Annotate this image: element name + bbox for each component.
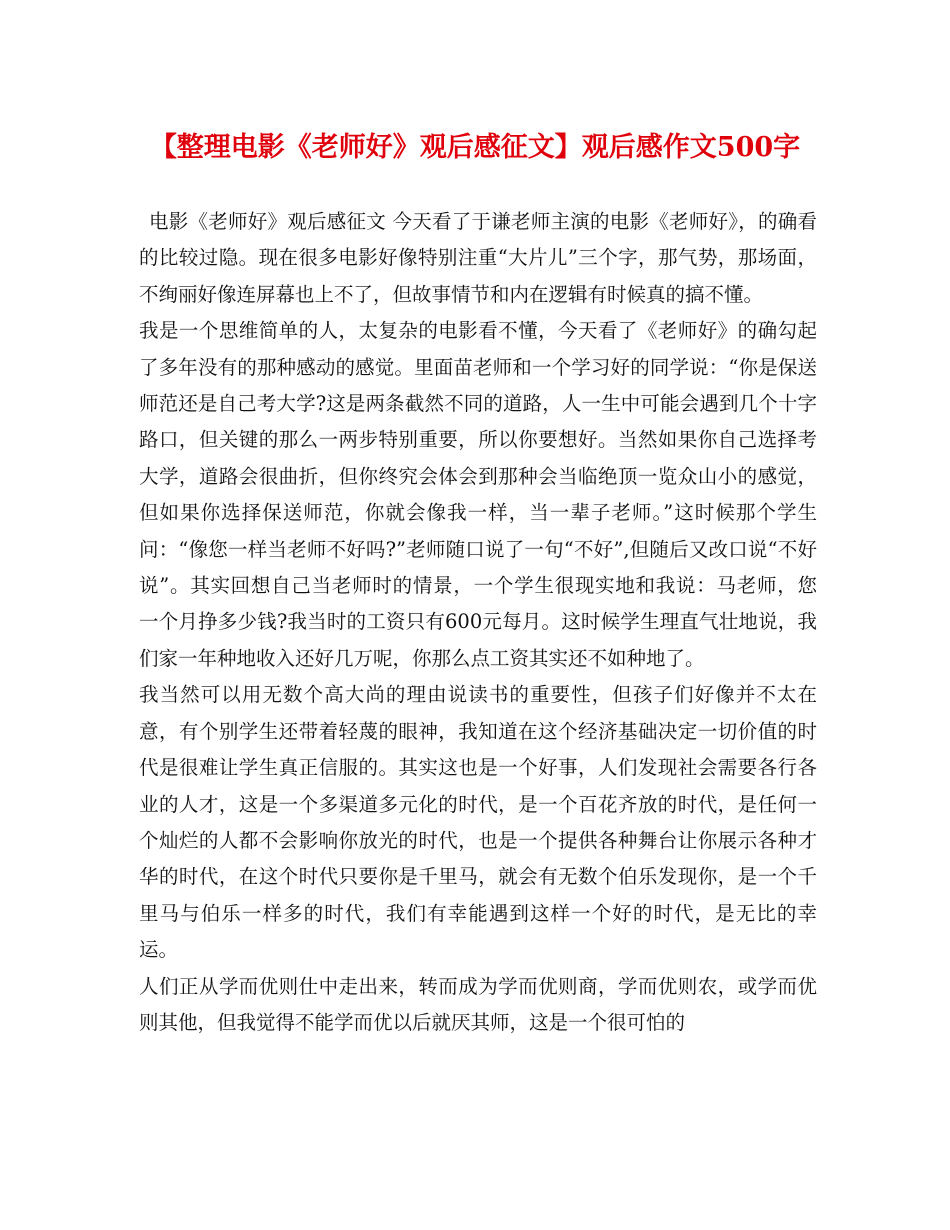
document-title: 【整理电影《老师好》观后感征文】观后感作文500字 — [149, 132, 801, 163]
paragraph-2: 我是一个思维简单的人，太复杂的电影看不懂，今天看了《老师好》的确勾起了多年没有的那种感动的感觉。里面苗老师和一个学习好的同学说：“你是保送师范还是自己考大学?这是两条截然不同的道路，人一生中可能会遇到几个十字路口，但关键的那么一两步特别重要，所以你要想好。当然如果你自己选择考大学，道路会很曲折，但你终究会体会到那种会当临绝顶一览众山小的感觉，但如果你选择保送师范，你就会像我一样，当一辈子老师。”这时候那个学生问：“像您一样当老师不好吗?”老师随口说了一句“不好”,但随后又改口说“不好说”。其实回想自己当老师时的情景，一个学生很现实地和我说：马老师，您 一个月挣多少钱?我当时的工资只有600元每月。这时候学生理直气壮地说，我们家一年种地收入还好几万呢，你那么点工资其实还不如种地了。 — [139, 319, 817, 670]
paragraph-3: 我当然可以用无数个高大尚的理由说读书的重要性，但孩子们好像并不太在意，有个别学生还带着轻蔑的眼神，我知道在这个经济基础决定一切价值的时代是很难让学生真正信服的。其实这也是一个好事，人们发现社会需要各行各业的人才，这是一个多渠道多元化的时代，是一个百花齐放的时代，是任何一个灿烂的人都不会影响你放光的时代，也是一个提供各种舞台让你展示各种才华的时代，在这个时代只要你是千里马，就会有无数个伯乐发现你，是一个千里马与伯乐一样多的时代，我们有幸能遇到这样一个好的时代，是无比的幸运。 — [139, 683, 817, 962]
document-body — [139, 204, 817, 1041]
paragraph-4: 人们正从学而优则仕中走出来，转而成为学而优则商，学而优则农，或学而优则其他，但我觉得不能学而优以后就厌其师，这是一个很可怕的 — [139, 974, 817, 1034]
paragraph-1: 电影《老师好》观后感征文 今天看了于谦老师主演的电影《老师好》，的确看的比较过隐。现在很多电影好像特别注重“大片儿”三个字，那气势，那场面，不绚丽好像连屏幕也上不了，但故事情节和内在逻辑有时候真的搞不懂。 — [139, 210, 817, 306]
